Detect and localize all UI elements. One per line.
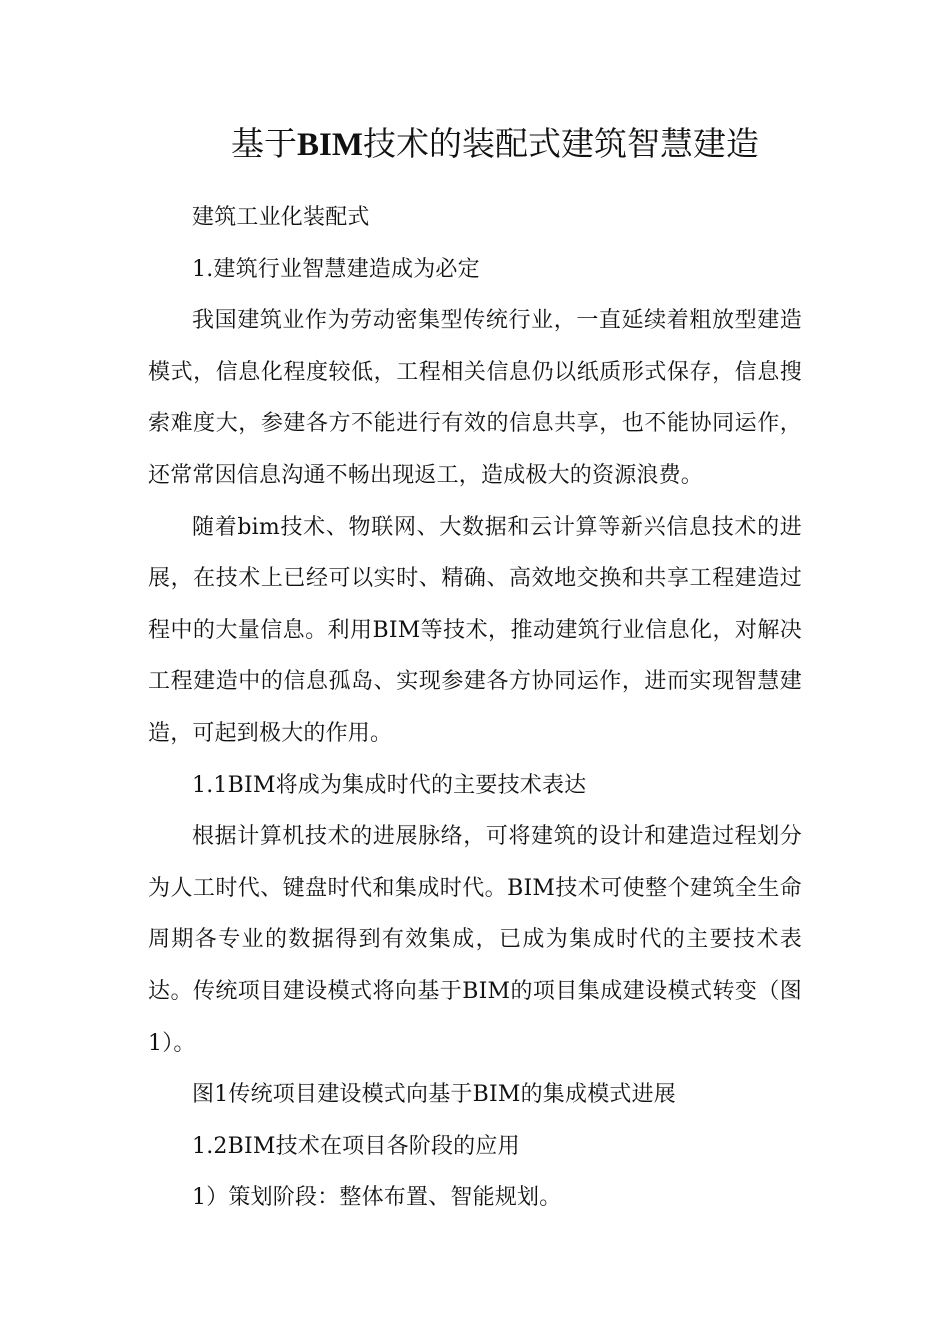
section-heading: 建筑工业化装配式 <box>192 205 370 230</box>
document-body <box>148 192 802 1224</box>
list-item: 1）策划阶段：整体布置、智能规划。 <box>192 1185 562 1211</box>
section-heading: 1.建筑行业智慧建造成为必定 <box>192 256 480 282</box>
figure-caption: 图1传统项目建设模式向基于BIM的集成模式进展 <box>192 1082 676 1108</box>
section-heading: 1.2BIM技术在项目各阶段的应用 <box>192 1133 520 1159</box>
paragraph: 随着bim技术、物联网、大数据和云计算等新兴信息技术的进展，在技术上已经可以实时、精确、高效地交换和共享工程建造过程中的大量信息。利用BIM等技术，推动建筑行业信息化，对解决工程建造中的信息孤岛、实现参建各方协同运作，进而实现智慧建造，可起到极大的作用。 <box>148 514 802 746</box>
section-heading: 1.1BIM将成为集成时代的主要技术表达 <box>192 772 587 798</box>
document-title: 基于BIM技术的装配式建筑智慧建造 <box>231 124 759 163</box>
paragraph: 我国建筑业作为劳动密集型传统行业，一直延续着粗放型建造模式，信息化程度较低，工程相关信息仍以纸质形式保存，信息搜索难度大，参建各方不能进行有效的信息共享，也不能协同运作，还常常因信息沟通不畅出现返工，造成极大的资源浪费。 <box>148 308 802 488</box>
paragraph: 根据计算机技术的进展脉络，可将建筑的设计和建造过程划分为人工时代、键盘时代和集成时代。BIM技术可使整个建筑全生命周期各专业的数据得到有效集成，已成为集成时代的主要技术表达。传统项目建设模式将向基于BIM的项目集成建设模式转变（图1）。 <box>148 824 802 1056</box>
title-latin-text: BIM <box>297 127 363 163</box>
